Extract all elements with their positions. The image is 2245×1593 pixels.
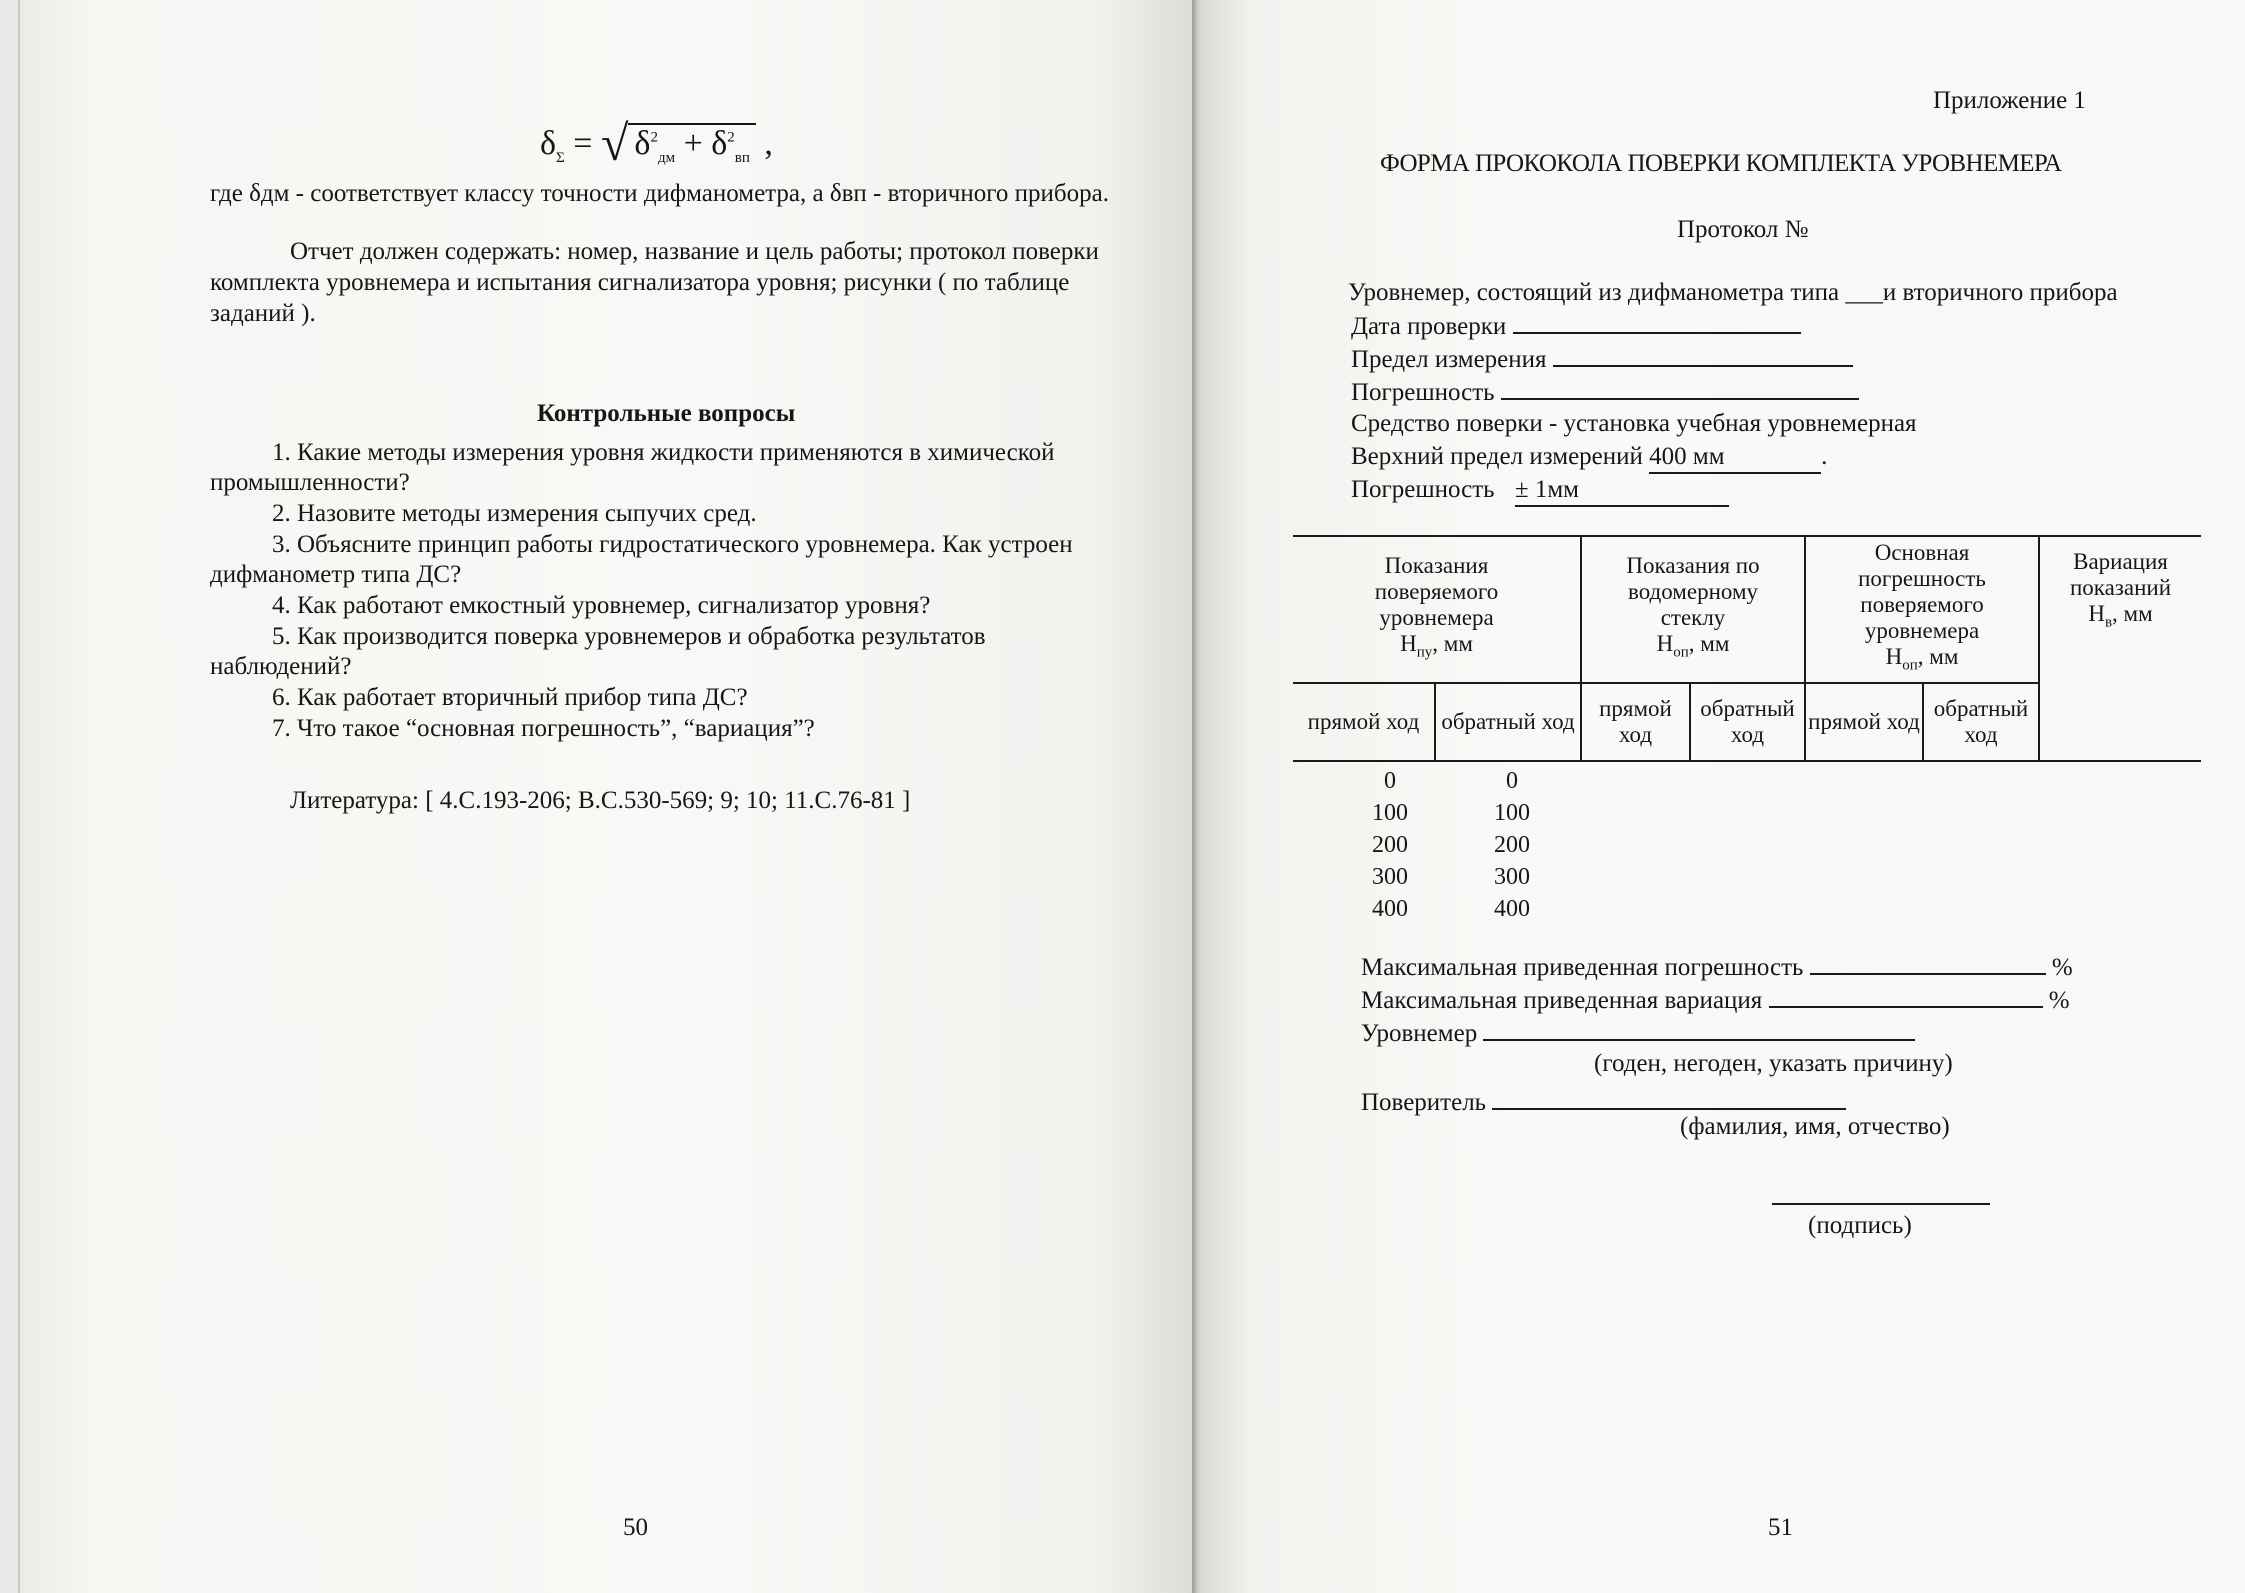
question-2: 2. Назовите методы измерения сыпучих сред. bbox=[272, 500, 757, 527]
question-4: 4. Как работают емкостный уровнемер, сигнализатор уровня? bbox=[272, 592, 931, 619]
range-field: Предел измерения bbox=[1351, 344, 1853, 375]
protocol-table bbox=[1293, 535, 2201, 762]
where-line: где δдм - соответствует классу точности дифманометра, а δвп - вторичного прибора. bbox=[210, 180, 1109, 207]
protocol-number: Протокол № bbox=[1677, 216, 1809, 243]
col-forward-1: прямой ход bbox=[1293, 683, 1435, 761]
question-5: 5. Как производится поверка уровнемеров и обработка результатов bbox=[272, 623, 986, 650]
error-formula bbox=[540, 108, 773, 171]
report-line-2: комплекта уровнемера и испытания сигнализатора уровня; рисунки ( по таблице bbox=[210, 269, 1070, 296]
verifier-field: Поверитель bbox=[1361, 1087, 1846, 1118]
radical-argument: $\delta^2_{дм} + \delta^2_{вп}$ bbox=[628, 123, 756, 167]
backward-values bbox=[1472, 765, 1552, 925]
formula-comma: , bbox=[764, 125, 773, 162]
verdict-hint: (годен, негоден, указать причину) bbox=[1594, 1050, 1953, 1077]
header-glass: Показания по водомерному стеклу $H_{оп}$, мм bbox=[1581, 536, 1805, 683]
page-number: 50 bbox=[623, 1514, 648, 1541]
level-meter-input-line[interactable] bbox=[1483, 1039, 1915, 1041]
value-cell: 300 bbox=[1372, 864, 1408, 890]
upper-limit-value: 400 мм bbox=[1649, 441, 1821, 474]
header-main-error: Основная погрешность поверяемого уровнемера $H_{оп}$, мм bbox=[1805, 536, 2039, 683]
page-left bbox=[18, 0, 1192, 1593]
value-cell: 200 bbox=[1494, 832, 1530, 858]
col-forward-3: прямой ход bbox=[1805, 683, 1923, 761]
signature-line[interactable] bbox=[1772, 1203, 1990, 1205]
appendix-label: Приложение 1 bbox=[1933, 87, 2086, 114]
question-6: 6. Как работает вторичный прибор типа ДС? bbox=[272, 684, 748, 711]
name-hint: (фамилия, имя, отчество) bbox=[1680, 1113, 1950, 1140]
form-title: ФОРМА ПРОКОКОЛА ПОВЕРКИ КОМПЛЕКТА УРОВНЕМЕРА bbox=[1380, 150, 2062, 177]
value-cell: 400 bbox=[1372, 896, 1408, 922]
value-cell: 0 bbox=[1384, 768, 1396, 794]
questions-title: Контрольные вопросы bbox=[537, 400, 796, 427]
report-line-3: заданий ). bbox=[210, 300, 316, 327]
max-error-input-line[interactable] bbox=[1810, 973, 2046, 975]
col-forward-2: прямой ход bbox=[1581, 683, 1690, 761]
meter-line: Уровнемер, состоящий из дифманометра типа ___и вторичного прибора bbox=[1348, 279, 2118, 306]
error2-field: Погрешность ± 1мм bbox=[1351, 474, 1729, 507]
error-input-line[interactable] bbox=[1501, 398, 1859, 400]
formula-eq: = bbox=[573, 125, 593, 162]
date-field: Дата проверки bbox=[1351, 311, 1801, 342]
value-cell: 100 bbox=[1372, 800, 1408, 826]
forward-values bbox=[1350, 765, 1430, 925]
value-cell: 200 bbox=[1372, 832, 1408, 858]
formula-sub: Σ bbox=[556, 149, 565, 166]
upper-limit-field: Верхний предел измерений 400 мм . bbox=[1351, 441, 1827, 474]
col-backward-3: обратный ход bbox=[1923, 683, 2039, 761]
page-number: 51 bbox=[1768, 1514, 1793, 1541]
question-5-cont: наблюдений? bbox=[210, 653, 352, 680]
date-input-line[interactable] bbox=[1513, 332, 1801, 334]
error-field: Погрешность bbox=[1351, 377, 1859, 408]
header-readings: Показания поверяемого уровнемера $H_{пу}$, мм bbox=[1293, 536, 1581, 683]
means-line: Средство поверки - установка учебная уровнемерная bbox=[1351, 410, 1917, 437]
level-meter-field: Уровнемер bbox=[1361, 1018, 1915, 1049]
value-cell: 300 bbox=[1494, 864, 1530, 890]
question-7: 7. Что такое “основная погрешность”, “вариация”? bbox=[272, 715, 815, 742]
max-variation-field: Максимальная приведенная вариация % bbox=[1361, 987, 2070, 1014]
report-line-1: Отчет должен содержать: номер, название и цель работы; протокол поверки bbox=[290, 238, 1099, 265]
value-cell: 100 bbox=[1494, 800, 1530, 826]
radical-sign: √ bbox=[600, 115, 629, 171]
signature-hint: (подпись) bbox=[1808, 1212, 1912, 1239]
error2-value: ± 1мм bbox=[1515, 474, 1729, 507]
value-cell: 0 bbox=[1506, 768, 1518, 794]
range-input-line[interactable] bbox=[1553, 365, 1853, 367]
question-3: 3. Объясните принцип работы гидростатического уровнемера. Как устроен bbox=[272, 531, 1073, 558]
value-cell: 400 bbox=[1494, 896, 1530, 922]
question-1: 1. Какие методы измерения уровня жидкости применяются в химической bbox=[272, 439, 1055, 466]
formula-delta: δ bbox=[540, 125, 557, 162]
max-error-field: Максимальная приведенная погрешность % bbox=[1361, 954, 2073, 981]
col-backward-1: обратный ход bbox=[1435, 683, 1581, 761]
question-3-cont: дифманометр типа ДС? bbox=[210, 561, 462, 588]
page-right bbox=[1200, 0, 2245, 1593]
literature: Литература: [ 4.С.193-206; В.С.530-569; 9; 10; 11.С.76-81 ] bbox=[290, 787, 911, 814]
verifier-input-line[interactable] bbox=[1492, 1108, 1846, 1110]
header-variation: Вариация показаний $H_в$, мм bbox=[2039, 536, 2201, 761]
question-1-cont: промышленности? bbox=[210, 469, 410, 496]
col-backward-2: обратный ход bbox=[1690, 683, 1805, 761]
max-variation-input-line[interactable] bbox=[1769, 1006, 2043, 1008]
